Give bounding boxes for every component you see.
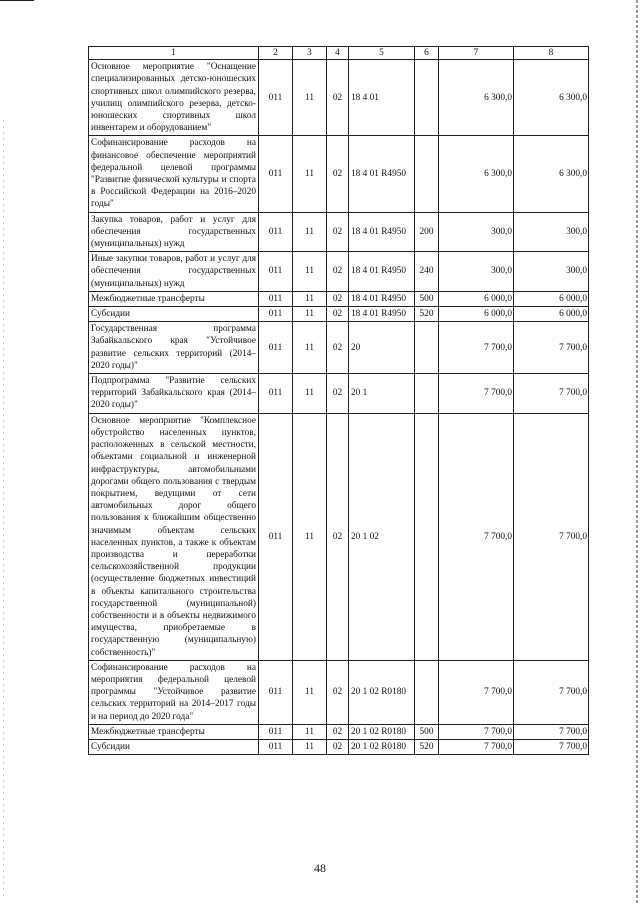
row-section-cell: 11	[293, 136, 327, 212]
table-row	[89, 136, 589, 212]
row-target-article-cell: 20 1	[349, 374, 415, 414]
row-admin-code-cell: 011	[259, 739, 293, 754]
row-admin-code-cell: 011	[259, 660, 293, 724]
row-name-cell: Софинансирование расходов на мероприятия федеральной целевой программы "Устойчивое развитие сельских территорий на 2014–2017 годы и на период до 2020 года"	[89, 660, 259, 724]
row-amount-cell: 300,0	[439, 252, 514, 292]
row-admin-code-cell: 011	[259, 322, 293, 374]
table-row	[89, 739, 589, 754]
row-amount-cell: 300,0	[514, 252, 589, 292]
row-amount-cell: 6 300,0	[514, 60, 589, 136]
row-subsection-cell: 02	[327, 413, 349, 660]
row-expense-type-cell: 500	[415, 724, 439, 739]
row-amount-cell: 7 700,0	[439, 660, 514, 724]
row-subsection-cell: 02	[327, 252, 349, 292]
row-amount-cell: 7 700,0	[514, 660, 589, 724]
row-subsection-cell: 02	[327, 374, 349, 414]
header-cell-6: 6	[415, 47, 439, 60]
row-expense-type-cell: 200	[415, 212, 439, 252]
row-amount-cell: 6 000,0	[514, 291, 589, 306]
row-name-cell: Межбюджетные трансферты	[89, 724, 259, 739]
row-target-article-cell: 20 1 02	[349, 413, 415, 660]
row-target-article-cell: 20	[349, 322, 415, 374]
row-admin-code-cell: 011	[259, 307, 293, 322]
row-expense-type-cell: 520	[415, 739, 439, 754]
table-row	[89, 291, 589, 306]
page-top-rule	[0, 0, 34, 1]
row-admin-code-cell: 011	[259, 212, 293, 252]
row-subsection-cell: 02	[327, 739, 349, 754]
row-admin-code-cell: 011	[259, 413, 293, 660]
row-section-cell: 11	[293, 413, 327, 660]
row-admin-code-cell: 011	[259, 60, 293, 136]
row-amount-cell: 7 700,0	[439, 724, 514, 739]
row-amount-cell: 6 000,0	[439, 307, 514, 322]
row-admin-code-cell: 011	[259, 252, 293, 292]
row-expense-type-cell: 520	[415, 307, 439, 322]
table-row	[89, 60, 589, 136]
row-amount-cell: 7 700,0	[514, 374, 589, 414]
row-target-article-cell: 20 1 02 R0180	[349, 724, 415, 739]
row-admin-code-cell: 011	[259, 136, 293, 212]
row-target-article-cell: 20 1 02 R0180	[349, 739, 415, 754]
row-name-cell: Субсидии	[89, 307, 259, 322]
row-name-cell: Основное мероприятие "Комплексное обустройство населенных пунктов, расположенных в сельской местности, объектами социальной и инженерной инфраструктуры, автомобильными дорогами общего пользования с твердым покрытием, ведущими от сети автомобильных дорог общего пользования к ближайшим общественно значимым объектам сельских населенных пунктов, а также к объектам производства и переработки сельскохозяйственной продукции (осуществление бюджетных инвестиций в объекты капитального строительства государственной (муниципальной) собственности и в объекты недвижимого имущества, приобретаемые в государственную (муниципальную) собственность)"	[89, 413, 259, 660]
row-subsection-cell: 02	[327, 60, 349, 136]
row-section-cell: 11	[293, 374, 327, 414]
row-admin-code-cell: 011	[259, 291, 293, 306]
header-cell-4: 4	[327, 47, 349, 60]
row-name-cell: Государственная программа Забайкальского края "Устойчивое развитие сельских территорий (2014–2020 годы)"	[89, 322, 259, 374]
row-expense-type-cell: 240	[415, 252, 439, 292]
row-section-cell: 11	[293, 252, 327, 292]
header-cell-7: 7	[439, 47, 514, 60]
row-amount-cell: 7 700,0	[439, 413, 514, 660]
row-expense-type-cell	[415, 374, 439, 414]
row-amount-cell: 7 700,0	[439, 322, 514, 374]
row-expense-type-cell	[415, 60, 439, 136]
header-cell-2: 2	[259, 47, 293, 60]
header-cell-8: 8	[514, 47, 589, 60]
row-expense-type-cell	[415, 322, 439, 374]
row-name-cell: Основное мероприятие "Оснащение специализированных детско-юношеских спортивных школ олимпийского резерва, училищ олимпийского резерва, детско-юношеских спортивных школ инвентарем и оборудованием"	[89, 60, 259, 136]
scan-right-edge	[636, 0, 638, 905]
row-target-article-cell: 18 4 01 R4950	[349, 291, 415, 306]
row-target-article-cell: 18 4 01 R4950	[349, 136, 415, 212]
row-amount-cell: 7 700,0	[514, 739, 589, 754]
row-amount-cell: 6 300,0	[439, 60, 514, 136]
row-amount-cell: 7 700,0	[514, 724, 589, 739]
row-expense-type-cell	[415, 136, 439, 212]
row-subsection-cell: 02	[327, 291, 349, 306]
row-target-article-cell: 18 4 01	[349, 60, 415, 136]
row-amount-cell: 6 000,0	[439, 291, 514, 306]
table-row	[89, 724, 589, 739]
row-amount-cell: 6 000,0	[514, 307, 589, 322]
row-section-cell: 11	[293, 212, 327, 252]
table-row	[89, 374, 589, 414]
table-row	[89, 660, 589, 724]
header-cell-3: 3	[293, 47, 327, 60]
row-admin-code-cell: 011	[259, 374, 293, 414]
row-subsection-cell: 02	[327, 307, 349, 322]
row-subsection-cell: 02	[327, 660, 349, 724]
table-row	[89, 413, 589, 660]
row-section-cell: 11	[293, 724, 327, 739]
row-expense-type-cell	[415, 660, 439, 724]
row-name-cell: Субсидии	[89, 739, 259, 754]
row-target-article-cell: 18 4 01 R4950	[349, 307, 415, 322]
scan-left-edge	[3, 120, 4, 900]
table-row	[89, 307, 589, 322]
row-amount-cell: 300,0	[514, 212, 589, 252]
row-amount-cell: 7 700,0	[514, 322, 589, 374]
row-expense-type-cell	[415, 413, 439, 660]
row-name-cell: Закупка товаров, работ и услуг для обеспечения государственных (муниципальных) нужд	[89, 212, 259, 252]
table-row	[89, 322, 589, 374]
row-section-cell: 11	[293, 739, 327, 754]
row-section-cell: 11	[293, 307, 327, 322]
row-amount-cell: 7 700,0	[439, 374, 514, 414]
row-target-article-cell: 18 4 01 R4950	[349, 252, 415, 292]
row-amount-cell: 300,0	[439, 212, 514, 252]
table-row	[89, 212, 589, 252]
row-name-cell: Софинансирование расходов на финансовое обеспечение мероприятий федеральной целевой программы "Развитие физической культуры и спорта в Российской Федерации на 2016–2020 годы"	[89, 136, 259, 212]
row-section-cell: 11	[293, 322, 327, 374]
budget-table	[88, 46, 589, 755]
row-amount-cell: 7 700,0	[514, 413, 589, 660]
row-amount-cell: 6 300,0	[439, 136, 514, 212]
row-section-cell: 11	[293, 660, 327, 724]
page-number: 48	[314, 861, 326, 875]
row-subsection-cell: 02	[327, 724, 349, 739]
row-amount-cell: 6 300,0	[514, 136, 589, 212]
row-subsection-cell: 02	[327, 136, 349, 212]
row-name-cell: Межбюджетные трансферты	[89, 291, 259, 306]
row-name-cell: Иные закупки товаров, работ и услуг для обеспечения государственных (муниципальных) нужд	[89, 252, 259, 292]
table-header-row	[89, 47, 589, 60]
table-row	[89, 252, 589, 292]
row-expense-type-cell: 500	[415, 291, 439, 306]
row-section-cell: 11	[293, 291, 327, 306]
row-section-cell: 11	[293, 60, 327, 136]
row-subsection-cell: 02	[327, 212, 349, 252]
row-admin-code-cell: 011	[259, 724, 293, 739]
header-cell-1: 1	[89, 47, 259, 60]
row-amount-cell: 7 700,0	[439, 739, 514, 754]
row-target-article-cell: 18 4 01 R4950	[349, 212, 415, 252]
table-body	[89, 47, 589, 755]
row-name-cell: Подпрограмма "Развитие сельских территорий Забайкальского края (2014–2020 годы)"	[89, 374, 259, 414]
header-cell-5: 5	[349, 47, 415, 60]
row-subsection-cell: 02	[327, 322, 349, 374]
row-target-article-cell: 20 1 02 R0180	[349, 660, 415, 724]
